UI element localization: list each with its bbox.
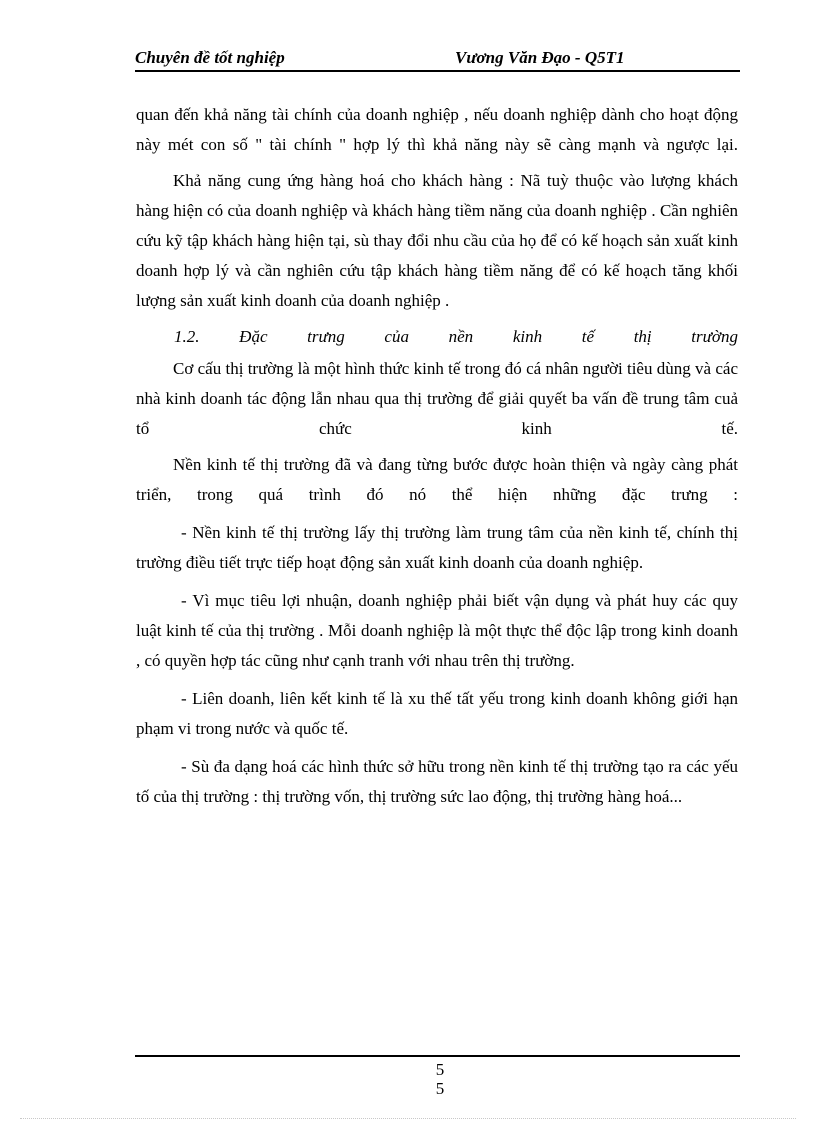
header-author: Vương Văn Đạo - Q5T1 — [455, 48, 625, 67]
page-header — [135, 48, 740, 72]
paragraph-financial-capacity: quan đến khả năng tài chính của doanh nghiệp , nếu doanh nghiệp dành cho hoạt động này mét con số " tài chính " hợp lý thì khả năng này sẽ càng mạnh và ngược lại. — [136, 105, 738, 154]
page-edge-divider — [20, 1118, 796, 1119]
paragraph-market-economy-intro: Nền kinh tế thị trường đã và đang từng bước được hoàn thiện và ngày càng phát triển, trong quá trình đó nó thể hiện những đặc trưng : — [136, 455, 738, 504]
bullet-ownership-diversity: - Sù đa dạng hoá các hình thức sở hữu trong nền kinh tế thị trường tạo ra các yếu tố của thị trường : thị trường vốn, thị trường sức lao động, thị trường hàng hoá... — [136, 757, 738, 806]
paragraph-market-structure: Cơ cấu thị trường là một hình thức kinh tế trong đó cá nhân người tiêu dùng và các nhà kinh doanh tác động lẫn nhau qua thị trường để giải quyết ba vấn đề trung tâm cuả tổ chức kinh tế. — [136, 359, 738, 438]
page-body — [136, 100, 738, 812]
bullet-market-centre: - Nền kinh tế thị trường lấy thị trường làm trung tâm của nền kinh tế, chính thị trường điều tiết trực tiếp hoạt động sản xuất kinh doanh của doanh nghiệp. — [136, 523, 738, 572]
bullet-profit-goal: - Vì mục tiêu lợi nhuận, doanh nghiệp phải biết vận dụng và phát huy các quy luật kinh tế của thị trường . Mỗi doanh nghiệp là một thực thể độc lập trong kinh doanh , có quyền hợp tác cũng như cạnh tranh với nhau trên thị trường. — [136, 591, 738, 670]
page-number-duplicate: 5 — [435, 1079, 445, 1098]
section-heading: 1.2. Đặc trưng của nền kinh tế thị trường — [174, 327, 738, 346]
footer-divider — [135, 1055, 740, 1057]
paragraph-supply-capacity: Khả năng cung ứng hàng hoá cho khách hàng : Nã tuỳ thuộc vào lượng khách hàng hiện có của doanh nghiệp và khách hàng tiềm năng của doanh nghiệp . Cần nghiên cứu kỹ tập khách hàng hiện tại, sù thay đổi nhu cầu của họ để có kế hoạch sản xuất kinh doanh hợp lý và cần nghiên cứu tập khách hàng tiềm năng để có kế hoạch tăng khối lượng sản xuất kinh doanh của doanh nghiệp . — [136, 171, 738, 310]
header-document-type: Chuyên đề tốt nghiệp — [135, 48, 285, 67]
bullet-joint-venture: - Liên doanh, liên kết kinh tế là xu thế tất yếu trong kinh doanh không giới hạn phạm vi trong nước và quốc tế. — [136, 689, 738, 738]
page-number: 5 — [435, 1060, 445, 1079]
